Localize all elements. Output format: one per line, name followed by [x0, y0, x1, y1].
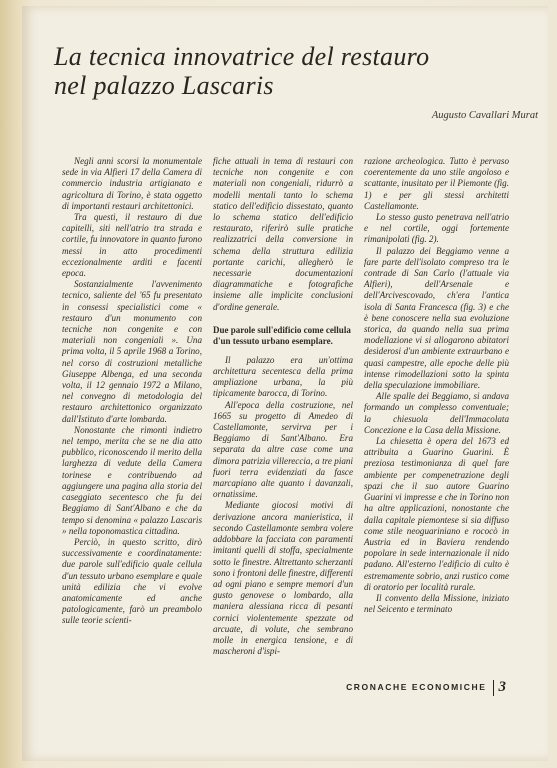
text-column-1: [62, 156, 202, 627]
paragraph: Nonostante che rimonti indietro nel tempo, merita che se ne dia atto pubblico, riconoscendo il merito della larghezza di vedute della Camera torinese e contribuendo ad aggiungere una pagina alla storia del caseggiato secentesco che fu dei Beggiamo di Sant'Albano e che da tempo si denomina « palazzo Lascaris » nella toponomastica cittadina.: [62, 424, 202, 536]
paragraph: Mediante giocosi motivi di derivazione ancora manieristica, il secondo Castellamonte sembra volere addobbare la facciata con paramenti imitanti quelli di stoffa, specialmente sotto le finestre. Altrettanto scherzanti sono i frontoni delle finestre, differenti ad ogni piano e sempre memori d'un gusto genovese o lombardo, alla maniera alessiana ricca di pesanti cornici violentemente spezzate od arcuate, di volute, che sembrano molle in energica tensione, e di mascheroni d'ispi-: [213, 500, 353, 657]
paragraph: fiche attuali in tema di restauri con tecniche non congenite e con materiali non congeniali, ridurrò a modelli mentali tanto lo schema statico dell'edificio dissestato, quanto lo schema statico dell'edificio restaurato, riferirò sulle pratiche realizzatrici della conversione in schema della struttura edilizia portante carichi, allegherò le necessarie documentazioni diagrammatiche e fotografiche insieme alle implicite conclusioni d'ordine generale.: [213, 156, 353, 312]
paragraph: Alle spalle dei Beggiamo, si andava formando un complesso conventuale; la chiesuola dell'Immacolata Concezione e la Casa della Missione.: [364, 391, 509, 435]
article-author: Augusto Cavallari Murat: [431, 110, 538, 121]
paragraph: Lo stesso gusto penetrava nell'atrio e nel cortile, oggi fortemente rimanipolati (fig. 2).: [364, 212, 509, 245]
paragraph: Il palazzo dei Beggiamo venne a fare parte dell'isolato compreso tra le contrade di San Carlo (l'attuale via Alfieri), dell'Arsenale e dell'Arcivescovado, ch'era l'antica isola di Santa Francesca (fig. 3) e che è bene conoscere nella sua evoluzione storica, da quando nella sua prima modellazione vi si allogarono abitatori desiderosi d'un ambiente extraurbano e quasi campestre, alle epoche delle più intense rimodellazioni sotto la spinta della speculazione immobiliare.: [364, 245, 509, 391]
section-subheading: Due parole sull'edificio come cellula d'un tessuto urbano esemplare.: [213, 324, 351, 346]
title-line-2: nel palazzo Lascaris: [54, 71, 274, 100]
paragraph: La chiesetta è opera del 1673 ed attribuita a Guarino Guarini. È preziosa testimonianza di quel fare ambiente per compenetrazione degli spazi che il suo autore Guarino Guarini vi impresse e che in Torino non ha altre applicazioni, nonostante che dalla capitale piemontese si sia diffuso come stile neoguariniano e rococò in Austria ed in Baviera rendendo popolare in sede internazionale il nido padano. All'esterno l'edificio di culto è estremamente sobrio, anzi rustico come di oratorio per località rurale.: [364, 436, 509, 592]
text-column-3: [364, 156, 509, 615]
paragraph: razione archeologica. Tutto è pervaso coerentemente da uno stile angoloso e scattante, inusitato per il Piemonte (fig. 1) e per gli stessi architetti Castellamonte.: [364, 156, 509, 211]
paragraph: Tra questi, il restauro di due capitelli, siti nell'atrio tra strada e cortile, fu innovatore in quanto furono messi in atto procedimenti eccezionalmente arditi e facenti epoca.: [62, 212, 202, 279]
paragraph: All'epoca della costruzione, nel 1665 su progetto di Amedeo di Castellamonte, servirva per i Beggiamo di Sant'Albano. Era separata da altre case come una dimora patrizia villereccia, a tre piani fuori terra evidenziati da fasce marcapiano alte quanto i davanzali, ornatissime.: [213, 399, 353, 500]
page-number: 3: [498, 679, 506, 695]
paragraph: Il palazzo era un'ottima architettura secentesca della prima ampliazione urbana, la più tipicamente barocca, di Torino.: [213, 354, 353, 399]
title-line-1: La tecnica innovatrice del restauro: [54, 42, 430, 71]
text-column-2: [213, 156, 353, 657]
paragraph: Perciò, in questo scritto, dirò successivamente e coordinatamente: due parole sull'edificio quale cellula d'un tessuto urbano esemplare e quale unità edilizia che vi evolve anatomicamente ed anche patologicamente, farò un preambolo sulle teorie scienti-: [62, 536, 202, 626]
paragraph: Sostanzialmente l'avvenimento tecnico, saliente del '65 fu presentato in consessi specialistici come « restauro d'un monumento con tecniche non congenite e con materiali non congeniali ». Una prima volta, il 5 aprile 1968 a Torino, nel corso di costruzioni metalliche Giuseppe Albenga, ed una seconda volta, il 12 gennaio 1972 a Milano, nel convegno di metodologia del restauro architettonico organizzato dall'Istituto d'arte lombarda.: [62, 279, 202, 424]
paragraph: Negli anni scorsi la monumentale sede in via Alfieri 17 della Camera di commercio industria artigianato e agricoltura di Torino, è stata oggetto di importanti restauri architettonici.: [62, 156, 202, 211]
article-title: [54, 42, 524, 100]
journal-name: CRONACHE ECONOMICHE: [346, 681, 487, 692]
footer-divider: [493, 680, 494, 696]
paragraph: Il convento della Missione, iniziato nel Seicento e terminato: [364, 592, 509, 615]
page-footer: [346, 679, 506, 696]
magazine-page: [22, 6, 548, 761]
